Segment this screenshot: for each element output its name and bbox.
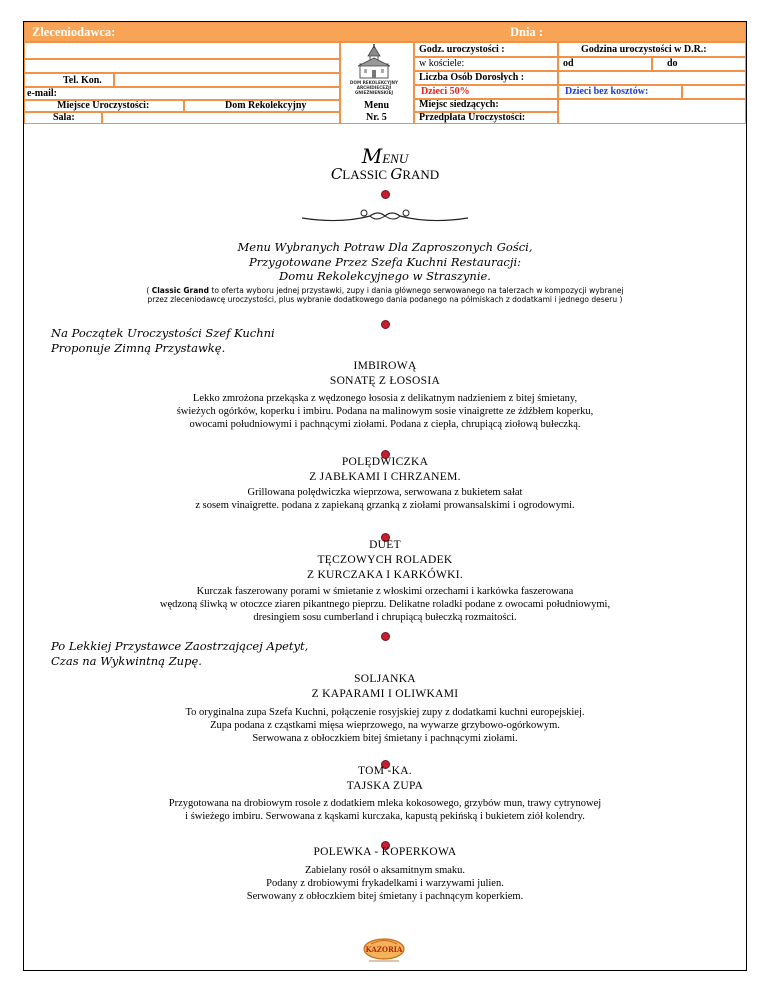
dish-2-desc: [24, 486, 746, 512]
dr-time-label: Godzina uroczystości w D.R.:: [581, 44, 707, 55]
soup-3-desc: [24, 864, 746, 903]
tel-field[interactable]: [114, 73, 340, 87]
venue-cell: [24, 100, 184, 112]
note-rest: to oferta wyboru jednej przystawki, zupy i dania głównego serwowanego na talerzach w kompozycji wybranej: [209, 286, 624, 295]
logo-caption: DOM REKOLEKCYJNY ARCHIDIECEZJI GNIEŹNIEŃSKIEJ: [349, 80, 399, 95]
soup-3-title: [24, 846, 746, 858]
starter-intro-1: Na Początek Uroczystości Szef Kuchni: [51, 326, 275, 340]
dish-title-line: POLĘDWICZKA: [341, 456, 429, 468]
desc-line: z sosem vinaigrette. podana z zapiekaną grzanką z ziołami prowansalskimi i ogrodowymi.: [195, 500, 575, 511]
note-bold: Classic Grand: [151, 286, 210, 295]
bullet-icon: [381, 320, 390, 329]
soup-intro: [51, 639, 308, 669]
dish-title-line: TĘCZOWYCH ROLADEK: [317, 554, 453, 566]
from-label: od: [563, 58, 574, 69]
sub-cap-a: C: [330, 165, 343, 183]
desc-line: świeżych ogórków, koperku i imbiru. Podana na malinowym sosie vinaigrette ze źdźbłem koperku,: [176, 406, 594, 417]
hall-cell: [24, 112, 102, 124]
soup-1-desc: [24, 706, 746, 745]
hall-label: Sala:: [53, 112, 75, 123]
dish-2-title: [24, 456, 746, 483]
desc-line: i świeżego imbiru. Serwowana z kąskami kurczaka, kapustą pekińską i bukietem ziół kolendry.: [185, 811, 585, 822]
to-cell[interactable]: [652, 57, 746, 71]
venue-value-cell: [184, 100, 340, 112]
sub-rest-a: LASSIC: [342, 167, 388, 182]
divider-dot: [24, 628, 746, 638]
desc-line: Serwowany z obłoczkiem bitej śmietany i pachnącym koperkiem.: [246, 891, 524, 902]
sub-cap-b: G: [390, 165, 403, 183]
divider-dot: [24, 529, 746, 539]
note-line-2: przez zleceniodawcę uroczystości, plus wybranie dodatkowego dania podanego na półmiskach z dodatkami i jednego deseru ): [147, 295, 623, 304]
venue-label: Miejsce Uroczystości:: [57, 100, 150, 111]
free-children-label: Dzieci bez kosztów:: [565, 86, 649, 97]
church-time-label: Godz. uroczystości :: [419, 44, 505, 55]
church-label: w kościele:: [419, 58, 465, 69]
divider-dot: [24, 316, 746, 326]
client-field[interactable]: [24, 42, 340, 59]
dish-title-line: TOM -KA.: [358, 765, 412, 777]
dish-title-line: Z JABŁKAMI I CHRZANEM.: [309, 471, 461, 483]
desc-line: Zupa podana z cząstkami mięsa wieprzowego, na wywarze grzybowo-ogórkowym.: [210, 720, 560, 731]
desc-line: Przygotowana na drobiowym rosole z dodatkiem mleka kokosowego, grzybów mun, trawy cytrynowej: [168, 798, 602, 809]
desc-line: To oryginalna zupa Szefa Kuchni, połączenie rosyjskiej zupy z dodatkami kuchni europejskiej.: [185, 707, 585, 718]
dr-blank: [558, 71, 746, 85]
intro-line-1: Menu Wybranych Potraw Dla Zaproszonych Gości,: [237, 240, 533, 254]
dish-1-desc: [24, 392, 746, 431]
soup-intro-1: Po Lekkiej Przystawce Zaostrzającej Apetyt,: [51, 639, 309, 653]
menu-page: [23, 21, 747, 971]
client-field-2[interactable]: [24, 59, 340, 73]
desc-line: Kurczak faszerowany porami w śmietanie z włoskimi orzechami i karkówka faszerowana: [196, 586, 574, 597]
dish-title-line: DUET: [369, 539, 401, 551]
dish-title-line: Z KURCZAKA I KARKÓWKI.: [306, 569, 464, 581]
soup-2-title: [24, 765, 746, 792]
desc-line: Grillowana polędwiczka wieprzowa, serwowana z bukietem sałat: [247, 487, 523, 498]
intro-line-2: Przygotowane Przez Szefa Kuchni Restauracji:: [248, 254, 521, 269]
dish-title-line: IMBIROWĄ: [353, 360, 417, 372]
divider-dot: [24, 186, 746, 196]
ornament: [24, 204, 746, 233]
children-label: Dzieci 50%: [421, 86, 470, 97]
free-children-cell: [558, 85, 682, 99]
adults-cell: [414, 71, 558, 85]
intro-text: [24, 240, 746, 284]
desc-line: Lekko zmrożona przekąska z wędzonego łososia z delikatnym nadzieniem z bitej śmietany,: [192, 393, 578, 404]
prepay-cell: [414, 112, 558, 124]
email-cell[interactable]: [24, 87, 340, 100]
tel-label: Tel. Kon.: [63, 75, 102, 86]
sub-rest-b: RAND: [402, 167, 440, 182]
desc-line: dresingiem sosu cumberland i chrupiącą bułeczką rozmaitości.: [253, 612, 517, 623]
dish-1-title: [24, 360, 746, 387]
to-label: do: [667, 58, 678, 69]
children-cell: [414, 85, 558, 99]
bullet-icon: [381, 632, 390, 641]
free-children-field[interactable]: [682, 85, 746, 99]
soup-1-title: [24, 673, 746, 700]
church-logo: [346, 44, 402, 100]
prepay-label: Przedpłata Uroczystości:: [419, 112, 526, 123]
dish-title-line: SOLJANKA: [354, 673, 416, 685]
flourish-icon: [300, 204, 470, 228]
hall-field[interactable]: [102, 112, 340, 124]
intro-line-3: Domu Rekolekcyjnego w Straszynie.: [279, 269, 491, 283]
seats-label: Miejsc siedzących:: [419, 99, 499, 110]
restaurant-logo: [361, 935, 407, 965]
bullet-icon: [381, 190, 390, 199]
soup-2-desc: [24, 797, 746, 823]
church-time-cell: [414, 42, 558, 57]
title-cap: M: [361, 144, 383, 168]
church-cell: [414, 57, 558, 71]
intro-note: [24, 286, 746, 304]
soup-intro-2: Czas na Wykwintną Zupę.: [51, 654, 202, 668]
desc-line: Zabielany rosół o aksamitnym smaku.: [304, 865, 466, 876]
header-form: [24, 22, 746, 122]
menu-number: Nr. 5: [366, 112, 387, 123]
restaurant-logo-text: KAZORIA: [365, 945, 403, 954]
email-label: e-mail:: [27, 88, 57, 99]
divider-dot: [24, 446, 746, 456]
header-bar: [24, 22, 746, 42]
dish-title-line: POLEWKA - KOPERKOWA: [313, 846, 457, 858]
from-cell[interactable]: [558, 57, 652, 71]
dish-title-line: Z KAPARAMI I OLIWKAMI: [311, 688, 459, 700]
dish-title-line: TAJSKA ZUPA: [346, 780, 424, 792]
starter-intro-2: Proponuje Zimną Przystawkę.: [51, 341, 226, 355]
desc-line: owocami południowymi i pachnącymi ziołami. Podana z ciepła, chrupiącą ziołową bułeczką.: [189, 419, 581, 430]
menu-subtitle: [24, 165, 746, 183]
note-open: (: [146, 286, 152, 295]
desc-line: Podany z drobiowymi frykadelkami i warzywami julien.: [266, 878, 504, 889]
date-label: Dnia :: [510, 25, 543, 39]
dr-blank-2: [558, 99, 746, 124]
desc-line: Serwowana z obłoczkiem bitej śmietany i pachnącymi ziołami.: [252, 733, 518, 744]
adults-label: Liczba Osób Dorosłych :: [419, 72, 525, 83]
tel-cell: [24, 73, 114, 87]
menu-label: Menu: [364, 100, 389, 111]
dish-3-desc: [24, 585, 746, 624]
venue-value: Dom Rekolekcyjny: [225, 100, 307, 111]
dish-3-title: [24, 539, 746, 581]
seats-cell: [414, 99, 558, 112]
dish-title-line: SONATĘ Z ŁOSOSIA: [329, 375, 441, 387]
title-rest: ENU: [382, 151, 409, 166]
desc-line: wędzoną śliwką w otoczce ziaren pikantnego pieprzu. Delikatne roladki podane z owocami południowymi,: [159, 599, 611, 610]
starter-intro: [51, 326, 275, 356]
client-label: Zleceniodawca:: [32, 25, 116, 39]
dr-time-cell: [558, 42, 746, 57]
